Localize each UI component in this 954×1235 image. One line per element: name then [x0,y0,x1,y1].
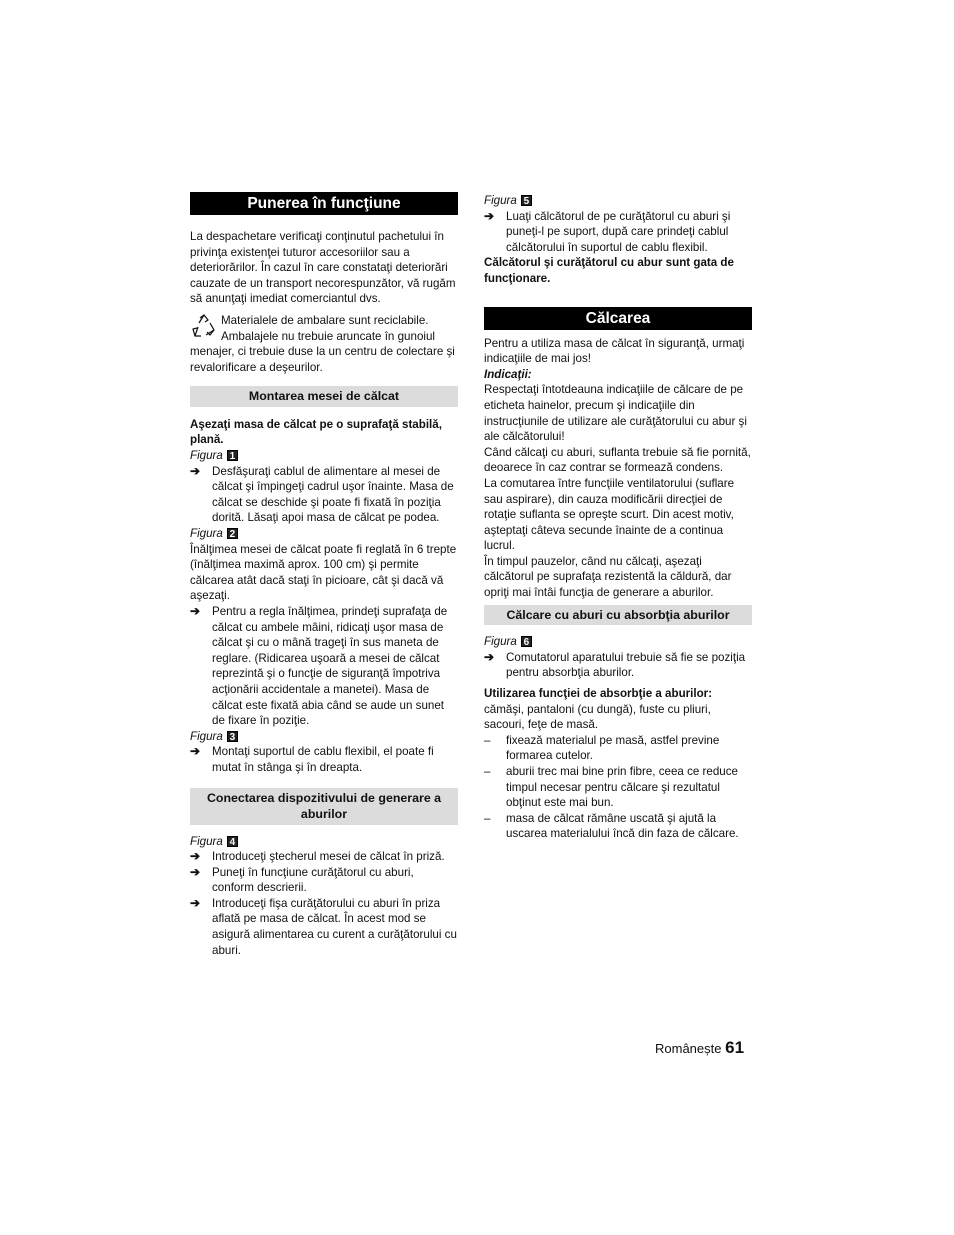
indicatii-label: Indicaţii: [484,367,532,381]
instruction-bold-stable: Aşezaţi masa de călcat pe o suprafaţă stabilă, plană. [190,417,442,447]
usage-text: cămăşi, pantaloni (cu dungă), fuste cu pliuri, sacouri, feţe de masă. [484,702,711,732]
figure-number-badge: 3 [227,731,238,742]
safety-paragraph: Pentru a utiliza masa de călcat în siguranţă, urmaţi indicaţiile de mai jos! [484,336,745,366]
section-heading-punerea: Punerea în funcţiune [190,192,458,215]
indication-1: Respectaţi întotdeauna indicaţiile de călcare de pe eticheta hainelor, precum şi indicaţiile din instrucţiunile de utilizare ale curăţătorului cu abur şi ale călcătorului! [484,383,747,444]
arrow-icon: ➔ [190,849,201,864]
height-paragraph: Înălţimea mesei de călcat poate fi reglată în 6 trepte (înălţimea maximă aprox. 100 cm) şi permite călcarea atât dacă staţi în picioare, cât şi dacă vă aşezaţi. [190,542,457,603]
page-footer [655,1038,744,1058]
arrow-icon: ➔ [190,744,201,759]
arrow-icon: ➔ [190,463,201,478]
benefit-1: – fixează materialul pe masă, astfel previne formarea cutelor. [484,733,720,763]
figure-number-badge: 4 [227,836,238,847]
indication-4: În timpul pauzelor, când nu călcaţi, aşezaţi călcătorul pe suprafaţa rezistentă la căldură, dar opriţi mai întâi funcţia de generare a aburilor. [484,554,732,600]
figure-ref-5: Figura 5 [484,193,752,209]
subheading-absorbtie: Călcare cu aburi cu absorbţia aburilor [484,605,752,626]
page-number: 61 [725,1038,745,1057]
arrow-icon: ➔ [484,208,495,223]
arrow-icon: ➔ [190,603,201,618]
step-unfold: ➔ Desfăşuraţi cablul de alimentare al mesei de călcat şi împingeţi cadrul uşor înainte. Masa de călcat se deschide şi poate fi fixată în poziţia dorită. Lăsaţi apoi masa de călcat pe podea. [190,463,454,525]
step-switch-position: ➔ Comutatorul aparatului trebuie să fie se poziţia pentru absorbţia aburilor. [484,649,746,680]
arrow-icon: ➔ [484,649,495,664]
right-column [484,193,752,842]
figure-ref-6: Figura 6 [484,634,752,650]
figure-ref-3: Figura 3 [190,729,458,745]
subheading-conectarea: Conectarea dispozitivului de generare a aburilor [190,788,458,825]
figure-number-badge: 1 [227,450,238,461]
dash-bullet: – [484,733,491,747]
subheading-montarea: Montarea mesei de călcat [190,386,458,407]
step-start-cleaner: ➔ Puneţi în funcţiune curăţătorul cu aburi, conform descrierii. [190,864,414,895]
footer-language: Românește [655,1041,722,1056]
figure-number-badge: 2 [227,528,238,539]
indication-2: Când călcaţi cu aburi, suflanta trebuie să fie pornită, deoarece în caz contrar se formează condens. [484,445,751,475]
benefit-2: – aburii trec mai bine prin fibre, ceea ce reduce timpul necesar pentru călcare şi rezultatul obţinut este mai bun. [484,764,738,810]
intro-paragraph: La despachetare verificaţi conţinutul pachetului în privinţa existenţei tuturor accesoriilor sau a deteriorărilor. În cazul în care constataţi deteriorări cauzate de un transport necorespunzător, vă rugăm să anunţaţi imediat comerciantul dvs. [190,230,456,306]
figure-ref-4: Figura 4 [190,834,458,850]
dash-bullet: – [484,764,491,778]
figure-number-badge: 6 [521,636,532,647]
indication-3: La comutarea între funcţiile ventilatorului (suflare sau aspirare), din cauza modificării direcţiei de rotaţie suflanta se opreşte scurt. Din acest motiv, aşteptaţi câteva secunde înainte de a continua lucrul. [484,476,735,553]
ready-note: Călcătorul şi curăţătorul cu abur sunt gata de funcţionare. [484,256,734,285]
step-place-iron: ➔ Luaţi călcătorul de pe curăţătorul cu aburi şi puneţi-l pe suport, după care prindeţi cablul călcătorului în suportul de cablu flexibil. [484,208,731,254]
arrow-icon: ➔ [190,864,201,879]
usage-heading: Utilizarea funcţiei de absorbţie a aburilor: [484,686,713,700]
recycle-icon [190,313,218,341]
recycle-note [190,313,458,375]
figure-number-badge: 5 [521,195,532,206]
dash-bullet: – [484,811,491,825]
figure-ref-2: Figura 2 [190,526,458,542]
step-cable-support: ➔ Montaţi suportul de cablu flexibil, el poate fi mutat în stânga şi în dreapta. [190,744,434,774]
recycle-text: Materialele de ambalare sunt reciclabile. Ambalajele nu trebuie aruncate în gunoiul menajer, ci trebuie duse la un centru de colectare şi revalorificare a deşeurilor. [190,313,455,374]
left-column [190,192,458,958]
figure-ref-1: Figura 1 [190,448,458,464]
arrow-icon: ➔ [190,895,201,910]
benefit-3: – masa de călcat rămâne uscată şi ajută la uscarea materialului încă din faza de călcare. [484,811,739,841]
section-heading-calcarea: Călcarea [484,307,752,330]
step-plug-in: ➔ Introduceţi ştecherul mesei de călcat în priză. [190,849,445,864]
step-adjust-height: ➔ Pentru a regla înălţimea, prindeţi suprafaţa de călcat cu ambele mâini, ridicaţi uşor masa de călcat şi cu o mână trageţi în sus maneta de reglare. (Ridicarea uşoară a mesei de călcat reprezintă şi o funcţie de siguranţă împotriva acţionării accidentale a manetei). Masa de călcat este fixată abia când se aude un sunet de fixare în poziţie. [190,603,448,728]
step-connect-plug: ➔ Introduceţi fişa curăţătorului cu aburi în priza aflată pe masa de călcat. În acest mod se asigură alimentarea cu curent a curăţătorului cu aburi. [190,895,457,957]
